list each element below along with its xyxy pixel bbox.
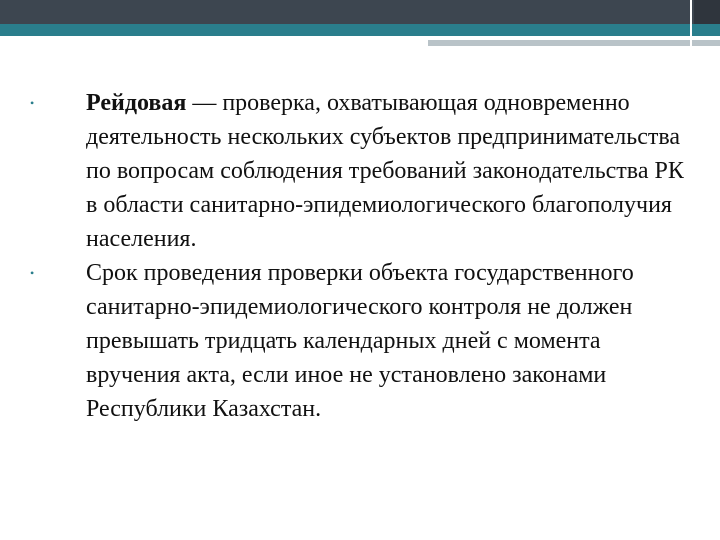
bullet-item	[30, 86, 700, 256]
accent-divider	[690, 24, 692, 36]
bullet-text: Срок проведения проверки объекта государственного санитарно-эпидемиологического контроля не должен превышать тридцать календарных дней с момента вручения акта, если иное не установлено законами Республики Казахстан.	[86, 260, 634, 422]
bullet-icon: •	[30, 96, 35, 110]
bullet-item	[30, 256, 700, 426]
slide-body	[30, 86, 700, 426]
header-corner-block	[694, 0, 720, 24]
decorative-bar	[428, 40, 720, 46]
decorative-bar-divider	[690, 40, 692, 46]
bullet-term: Рейдовая	[86, 90, 187, 116]
header-divider	[690, 0, 692, 24]
accent-stripe	[0, 24, 720, 36]
bullet-icon: •	[30, 266, 35, 280]
header-band	[0, 0, 720, 24]
bullet-text	[86, 86, 700, 256]
bullet-definition: — проверка, охватывающая одновременно деятельность нескольких субъектов предпринимательства по вопросам соблюдения требований законодательства РК в области санитарно-эпидемиологического благополучия населения.	[86, 90, 684, 252]
